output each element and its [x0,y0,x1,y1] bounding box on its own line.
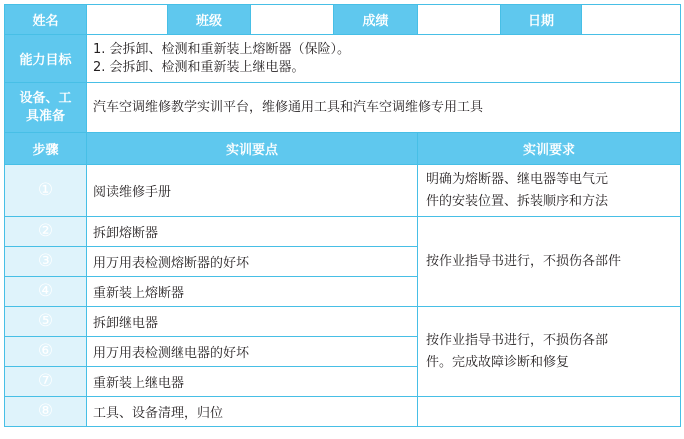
name-label: 姓名 [5,5,87,35]
score-label: 成绩 [334,5,418,35]
ability-content [87,35,681,83]
requirement-3 [418,307,681,397]
requirement-1 [418,165,681,217]
name-field[interactable] [87,5,168,35]
step-point: 重新装上继电器 [87,367,418,397]
requirement-1-line-1: 明确为熔断器、继电器等电气元 [426,171,609,187]
ability-label: 能力目标 [5,35,87,83]
step-number: ③ [5,247,87,277]
requirement-3-line-1: 按作业指导书进行，不损伤各部 [426,332,609,348]
ability-row [5,35,681,83]
table-row [5,307,681,337]
points-header: 实训要点 [87,133,418,165]
requirement-empty [418,397,681,427]
equipment-label-line-1: 设备、工 [19,90,72,106]
requirements-header: 实训要求 [418,133,681,165]
steps-header: 步骤 [5,133,87,165]
column-header-row [5,133,681,165]
step-number: ⑧ [5,397,87,427]
requirement-1-line-2: 件的安装位置、拆装顺序和方法 [426,193,609,209]
requirement-3-line-2: 件。完成故障诊断和修复 [426,354,570,370]
step-point: 拆卸熔断器 [87,217,418,247]
info-row [5,5,681,35]
table-row [5,165,681,217]
table-row [5,217,681,247]
training-worksheet [4,4,680,435]
ability-line-1: 1. 会拆卸、检测和重新装上熔断器（保险）。 [93,41,351,57]
date-label: 日期 [501,5,582,35]
step-number: ⑥ [5,337,87,367]
step-point: 工具、设备清理，归位 [87,397,418,427]
class-field[interactable] [251,5,334,35]
step-point: 用万用表检测熔断器的好坏 [87,247,418,277]
class-label: 班级 [168,5,251,35]
table-row [5,397,681,427]
step-point: 重新装上熔断器 [87,277,418,307]
requirement-2: 按作业指导书进行，不损伤各部件 [418,217,681,307]
step-point: 用万用表检测继电器的好坏 [87,337,418,367]
score-field[interactable] [418,5,501,35]
step-number: ① [5,165,87,217]
step-number: ⑤ [5,307,87,337]
date-field[interactable] [582,5,681,35]
equipment-label [5,83,87,133]
step-point: 拆卸继电器 [87,307,418,337]
ability-line-2: 2. 会拆卸、检测和重新装上继电器。 [93,59,305,75]
equipment-label-line-2: 具准备 [25,108,65,124]
equipment-row [5,83,681,133]
step-point: 阅读维修手册 [87,165,418,217]
step-number: ⑦ [5,367,87,397]
step-number: ② [5,217,87,247]
equipment-content: 汽车空调维修教学实训平台，维修通用工具和汽车空调维修专用工具 [87,83,681,133]
step-number: ④ [5,277,87,307]
worksheet-table [4,4,681,427]
